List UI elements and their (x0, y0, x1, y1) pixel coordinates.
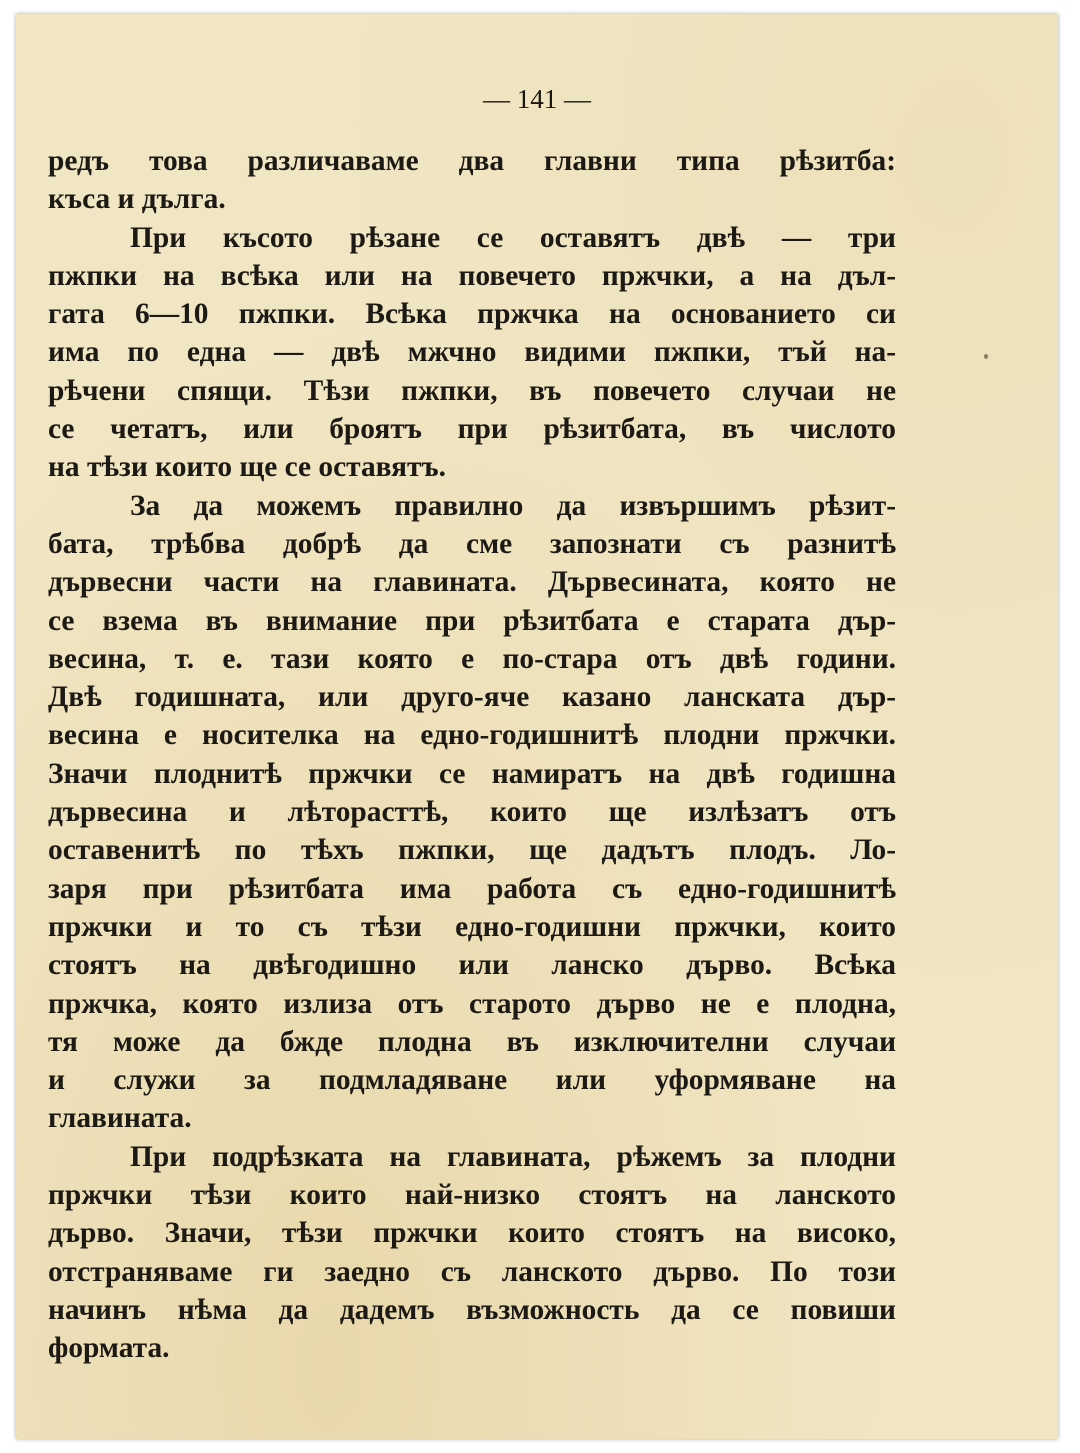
text-line: и служи за подмладяване или уформяване на (48, 1064, 896, 1097)
text-line: Двѣ годишната, или друго-яче казано ланската дър- (48, 681, 896, 714)
book-page (16, 14, 1058, 1439)
paper-speck (984, 354, 988, 359)
text-line: За да можемъ правилно да извършимъ рѣзит- (130, 489, 896, 522)
text-line: формата. (48, 1332, 170, 1365)
text-line: гата 6—10 пжпки. Всѣка пржчка на основанието си (48, 298, 896, 331)
text-line: пржчки и то съ тѣзи едно-годишни пржчки, които (48, 910, 896, 943)
text-line: бата, трѣбва добрѣ да сме запознати съ разнитѣ (48, 527, 896, 560)
text-line: редъ това различаваме два главни типа рѣзитба: (48, 145, 896, 177)
text-line: главината. (48, 1102, 192, 1135)
text-line: тя може да бжде плодна въ изключителни случаи (48, 1025, 896, 1058)
text-line: дървесина и лѣторасттѣ, които ще излѣзатъ отъ (48, 796, 896, 829)
text-line: дърво. Значи, тѣзи пржчки които стоятъ на високо, (48, 1217, 896, 1250)
body-text (48, 142, 896, 1368)
paragraph-3 (48, 487, 896, 1138)
text-line: весина е носителка на едно-годишнитѣ плодни пржчки. (48, 719, 896, 752)
paragraph-2 (48, 219, 896, 487)
text-line: има по една — двѣ мжчно видими пжпки, тъй на- (48, 336, 896, 369)
text-line: на тѣзи които ще се оставятъ. (48, 451, 446, 484)
text-line: къса и дълга. (48, 183, 226, 216)
text-line: оставенитѣ по тѣхъ пжпки, ще дадътъ плодъ. Ло- (48, 834, 896, 867)
text-line: рѣчени спящи. Тѣзи пжпки, въ повечето случаи не (48, 374, 896, 407)
text-line: дървесни части на главината. Дървесината, която не (48, 566, 896, 599)
page-number: — 141 — (483, 84, 591, 114)
paragraph-4 (48, 1138, 896, 1368)
text-line: При късото рѣзане се оставятъ двѣ — три (130, 221, 896, 254)
text-line: весина, т. е. тази която е по-стара отъ двѣ години. (48, 642, 896, 675)
text-line: пржчка, която излиза отъ старото дърво не е плодна, (48, 987, 896, 1020)
text-line: начинъ нѣма да дадемъ възможность да се повиши (48, 1293, 896, 1326)
paragraph-1 (48, 142, 896, 219)
text-line: пжпки на всѣка или на повечето пржчки, а на дъл- (48, 259, 896, 292)
text-line: При подрѣзката на главината, рѣжемъ за плодни (130, 1140, 896, 1173)
text-line: се взема въ внимание при рѣзитбата е старата дър- (48, 604, 896, 637)
text-line: стоятъ на двѣгодишно или ланско дърво. Всѣка (48, 949, 896, 982)
text-line: Значи плоднитѣ пржчки се намиратъ на двѣ годишна (48, 757, 896, 790)
text-line: отстраняваме ги заедно съ ланското дърво. По този (48, 1255, 896, 1288)
text-line: пржчки тѣзи които най-низко стоятъ на ланското (48, 1179, 896, 1212)
text-line: се четатъ, или броятъ при рѣзитбата, въ числото (48, 413, 896, 446)
text-line: заря при рѣзитбата има работа съ едно-годишнитѣ (48, 872, 896, 905)
